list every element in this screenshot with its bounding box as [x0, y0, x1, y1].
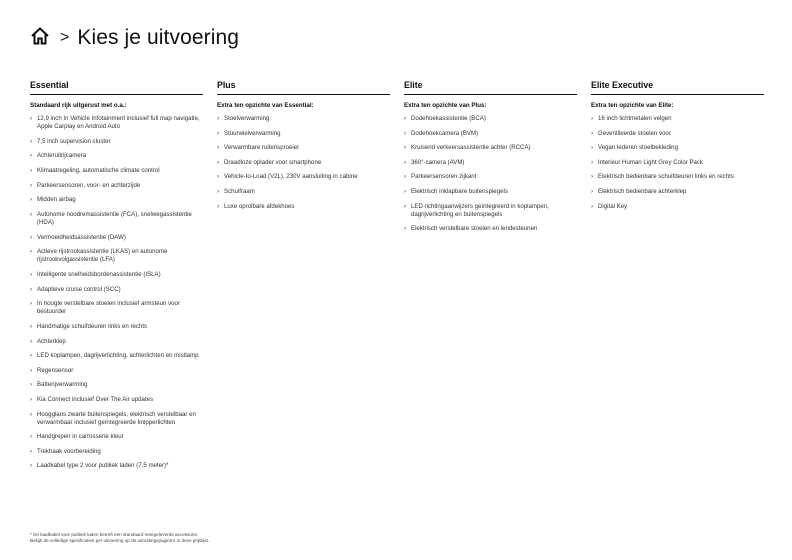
trim-column	[591, 80, 764, 477]
chevron-right-icon: ›	[217, 173, 220, 181]
chevron-right-icon: ›	[404, 187, 407, 195]
chevron-right-icon: ›	[404, 129, 407, 137]
feature-item	[404, 188, 577, 196]
chevron-right-icon: ›	[30, 181, 33, 189]
feature-text: LED koplampen, dagrijverlichting, achterlichten en mistlamp	[37, 352, 199, 360]
feature-list	[591, 115, 764, 211]
trim-title: Essential	[30, 80, 203, 95]
feature-text: Kia Connect inclusief Over The Air updates	[37, 395, 154, 403]
chevron-right-icon: ›	[404, 202, 407, 210]
feature-text: Intelligente snelheidsbordenassistentie (ISLA)	[37, 270, 161, 278]
chevron-right-icon: ›	[30, 410, 33, 418]
chevron-right-icon: ›	[217, 158, 220, 166]
feature-text: Elektrisch bedienbare achterklep	[598, 187, 687, 195]
feature-list	[217, 115, 390, 211]
trim-subtitle: Extra ten opzichte van Elite:	[591, 102, 674, 109]
feature-item	[30, 182, 203, 190]
feature-item	[30, 286, 203, 294]
feature-item	[30, 381, 203, 389]
feature-text: Dodehoekassistentie (BCA)	[411, 115, 486, 122]
feature-text: Actieve rijstrookassistentie (LKAS) en autonome rijstrookvolgassistentie (LFA)	[37, 248, 168, 264]
feature-text: Parkeersensoren zijkant	[411, 173, 477, 181]
feature-text: Vegan lederen stoelbekleding	[598, 144, 678, 152]
chevron-right-icon: ›	[30, 285, 33, 293]
chevron-right-icon: ›	[217, 187, 220, 195]
feature-item	[30, 323, 203, 331]
feature-item	[30, 367, 203, 375]
feature-item	[217, 188, 390, 196]
feature-item	[30, 352, 203, 360]
feature-item	[591, 173, 764, 181]
feature-text: Vermoeidheidsassistentie (DAW)	[37, 233, 126, 241]
feature-text: LED richtingaanwijzers geïntegreerd in koplampen, dagrijverlichting en buitenspiegels	[411, 202, 549, 218]
page-title: Kies je uitvoering	[77, 26, 240, 49]
feature-item	[30, 411, 203, 427]
chevron-right-icon: ›	[217, 144, 220, 152]
feature-item	[30, 115, 203, 131]
chevron-right-icon: ›	[591, 187, 594, 195]
feature-text: Adaptieve cruise control (SCC)	[37, 285, 121, 293]
chevron-right-icon: ›	[591, 173, 594, 181]
feature-item	[30, 248, 203, 264]
feature-item	[30, 462, 203, 470]
chevron-right-icon: ›	[30, 152, 33, 160]
trim-title: Plus	[217, 80, 390, 95]
feature-text: Schuifraam	[224, 187, 255, 195]
chevron-right-icon: ›	[30, 115, 33, 122]
feature-item	[404, 130, 577, 138]
feature-item	[217, 130, 390, 138]
feature-item	[30, 300, 203, 316]
feature-text: Dodehoekcamera (BVM)	[411, 129, 479, 137]
feature-text: Batterijverwarming	[37, 381, 88, 389]
chevron-right-icon: ›	[30, 210, 33, 218]
chevron-right-icon: ›	[30, 381, 33, 389]
feature-text: Regensensor	[37, 366, 74, 374]
feature-text: Geventileerde stoelen voor	[598, 129, 671, 137]
feature-text: Handmatige schuifdeuren links en rechts	[37, 322, 148, 330]
feature-item	[30, 271, 203, 279]
feature-text: Luxe oprolbare afdekhoes	[224, 202, 295, 210]
feature-text: Elektrisch inklapbare buitenspiegels	[411, 187, 508, 195]
feature-item	[591, 115, 764, 123]
chevron-right-icon: ›	[404, 115, 407, 122]
chevron-right-icon: ›	[404, 158, 407, 166]
chevron-right-icon: ›	[217, 202, 220, 210]
trim-subtitle: Extra ten opzichte van Plus:	[404, 102, 487, 109]
chevron-right-icon: ›	[404, 225, 407, 233]
feature-item	[591, 144, 764, 152]
chevron-right-icon: ›	[30, 447, 33, 455]
trim-title: Elite	[404, 80, 577, 95]
chevron-right-icon: ›	[404, 144, 407, 152]
chevron-right-icon: ›	[591, 144, 594, 152]
feature-item	[404, 115, 577, 123]
chevron-right-icon: ›	[30, 352, 33, 360]
chevron-right-icon: ›	[30, 196, 33, 204]
chevron-right-icon: ›	[30, 166, 33, 174]
feature-item	[591, 130, 764, 138]
feature-text: Interieur Human Light Grey Color Pack	[598, 158, 703, 166]
feature-text: Kruisend verkeersassistentie achter (RCCA)	[411, 144, 531, 152]
home-icon[interactable]	[30, 26, 60, 51]
feature-item	[30, 196, 203, 204]
feature-text: Elektrisch verstelbare stoelen en lendesteunen	[411, 225, 538, 233]
feature-item	[404, 173, 577, 181]
trim-subtitle: Extra ten opzichte van Essential:	[217, 102, 314, 109]
footnote	[30, 532, 209, 544]
chevron-right-icon: ›	[591, 158, 594, 166]
feature-item	[591, 203, 764, 211]
chevron-right-icon: ›	[30, 395, 33, 403]
feature-text: Digital Key	[598, 202, 628, 210]
trim-column	[404, 80, 577, 477]
feature-item	[404, 203, 577, 219]
chevron-right-icon: ›	[404, 173, 407, 181]
feature-text: Midden airbag	[37, 196, 76, 204]
chevron-right-icon: ›	[30, 137, 33, 145]
feature-list	[30, 115, 203, 471]
feature-text: Vehicle-to-Load (V2L), 230V aansluiting in cabine	[224, 173, 358, 181]
trim-title: Elite Executive	[591, 80, 764, 95]
feature-text: Autonome noodremassistentie (FCA), snelwegassistentie (HDA)	[37, 210, 192, 226]
feature-text: Handgrepen in carrosserie kleur	[37, 433, 124, 441]
trim-levels	[30, 80, 768, 477]
feature-text: Draadloze oplader voor smartphone	[224, 158, 322, 166]
chevron-right-icon: ›	[30, 322, 33, 330]
chevron-right-icon: ›	[30, 462, 33, 470]
feature-text: 16 inch lichtmetalen velgen	[598, 115, 672, 122]
page-header	[30, 24, 239, 52]
feature-item	[404, 159, 577, 167]
feature-item	[30, 338, 203, 346]
feature-item	[217, 144, 390, 152]
feature-item	[217, 159, 390, 167]
feature-text: Achterklep	[37, 337, 66, 345]
feature-item	[217, 115, 390, 123]
chevron-right-icon: ›	[30, 233, 33, 241]
breadcrumb-separator: >	[60, 29, 70, 46]
feature-text: Achteruitrijcamera	[37, 152, 87, 160]
feature-text: Hoogglans zwarte buitenspiegels, elektrisch verstelbaar en verwarmbaar inclusief geïntegreerde knipperlichten	[37, 410, 196, 426]
feature-item	[591, 188, 764, 196]
feature-text: Parkeersensoren, voor- en achterzijde	[37, 181, 141, 189]
feature-item	[217, 173, 390, 181]
feature-item	[30, 396, 203, 404]
chevron-right-icon: ›	[591, 202, 594, 210]
feature-item	[30, 433, 203, 441]
feature-text: 360°-camera (AVM)	[411, 158, 465, 166]
chevron-right-icon: ›	[30, 248, 33, 256]
feature-item	[30, 448, 203, 456]
feature-text: 7,5 inch supervision cluster	[37, 137, 111, 145]
chevron-right-icon: ›	[30, 300, 33, 308]
chevron-right-icon: ›	[217, 115, 220, 122]
chevron-right-icon: ›	[217, 129, 220, 137]
feature-list	[404, 115, 577, 234]
feature-item	[30, 152, 203, 160]
feature-text: In hoogte verstelbare stoelen inclusief armsteun voor bestuurder	[37, 300, 180, 316]
footnote-line: Bekijk de volledige specificaties per uitvoering op de uitrustingspagina's in deze prijslijst.	[30, 538, 210, 543]
feature-text: Stoelverwarming	[224, 115, 270, 122]
feature-item	[404, 225, 577, 233]
feature-item	[30, 167, 203, 175]
feature-text: Verwarmbare ruitensproeier	[224, 144, 300, 152]
chevron-right-icon: ›	[30, 433, 33, 441]
feature-text: Klimaatregeling, automatische climate control	[37, 166, 160, 174]
trim-column	[217, 80, 390, 477]
feature-item	[30, 211, 203, 227]
feature-text: Elektrisch bedienbare schuifdeuren links en rechts	[598, 173, 734, 181]
chevron-right-icon: ›	[30, 366, 33, 374]
chevron-right-icon: ›	[30, 337, 33, 345]
feature-text: 12,9 inch In Vehicle Infotainment inclusief full map navigatie, Apple Carplay en Android Auto	[37, 115, 200, 131]
trim-subtitle: Standaard rijk uitgerust met o.a.:	[30, 102, 127, 109]
feature-text: Laadkabel type 2 voor publiek laden (7,5 meter)*	[37, 462, 169, 470]
chevron-right-icon: ›	[30, 270, 33, 278]
feature-text: Trekhaak voorbereiding	[37, 447, 101, 455]
chevron-right-icon: ›	[591, 129, 594, 137]
feature-text: Stuurwielverwarming	[224, 129, 281, 137]
feature-item	[591, 159, 764, 167]
feature-item	[404, 144, 577, 152]
trim-column	[30, 80, 203, 477]
feature-item	[30, 234, 203, 242]
footnote-line: * De laadkabel voor publiek laden betreft een standaard meegeleverde accessoire.	[30, 532, 199, 537]
feature-item	[217, 203, 390, 211]
feature-item	[30, 138, 203, 146]
chevron-right-icon: ›	[591, 115, 594, 122]
